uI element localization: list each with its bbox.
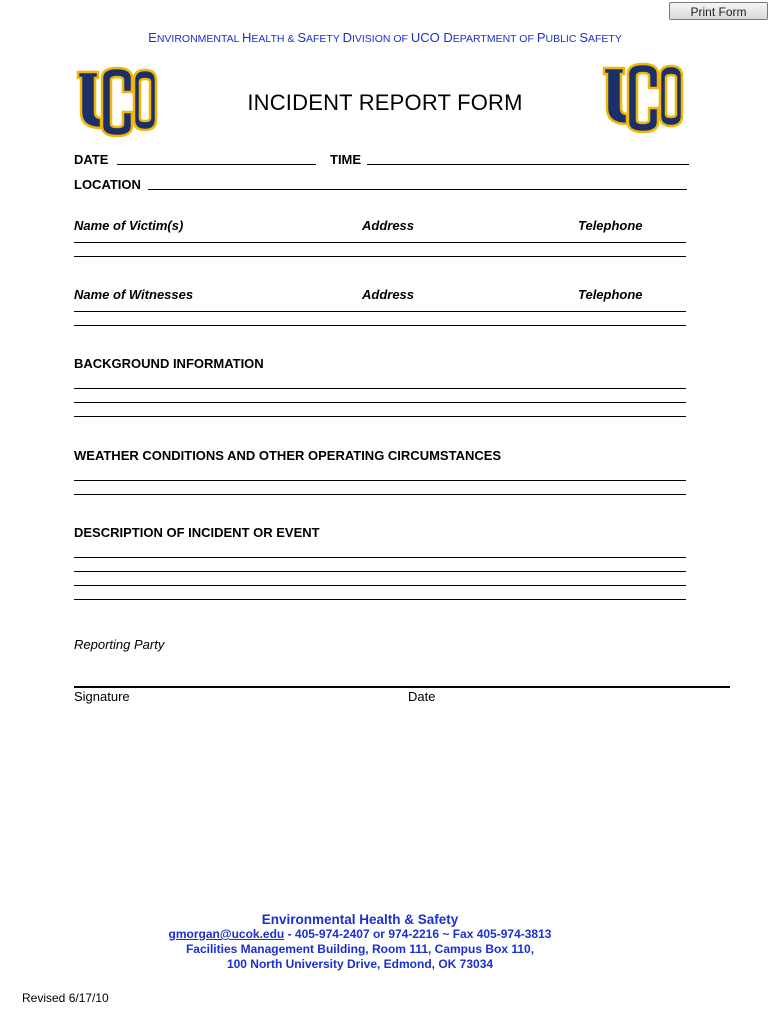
- description-label: DESCRIPTION OF INCIDENT OR EVENT: [74, 525, 320, 540]
- description-line-2[interactable]: [74, 571, 686, 572]
- form-title: INCIDENT REPORT FORM: [247, 90, 523, 115]
- victim-telephone-label: Telephone: [578, 218, 643, 233]
- witness-address-label: Address: [362, 287, 415, 302]
- description-line-4[interactable]: [74, 599, 686, 600]
- signature-field[interactable]: [74, 686, 730, 688]
- footer-address-1: Facilities Management Building, Room 111, Campus Box 110,: [185, 942, 535, 956]
- print-form-button[interactable]: Print Form: [669, 2, 768, 20]
- reporting-party-label: Reporting Party: [74, 637, 165, 652]
- background-line-3[interactable]: [74, 416, 686, 417]
- signature-label: Signature: [74, 689, 130, 704]
- background-line-1[interactable]: [74, 388, 686, 389]
- revised-date: Revised 6/17/10: [22, 991, 109, 1005]
- description-line-3[interactable]: [74, 585, 686, 586]
- date-label: DATE: [74, 152, 109, 167]
- time-field[interactable]: [367, 164, 689, 165]
- weather-line-1[interactable]: [74, 480, 686, 481]
- background-label: BACKGROUND INFORMATION: [74, 356, 264, 371]
- footer-title: Environmental Health & Safety: [261, 912, 459, 927]
- witness-line-1[interactable]: [74, 311, 686, 312]
- witness-telephone-label: Telephone: [578, 287, 643, 302]
- sign-date-label: Date: [408, 689, 436, 704]
- witness-line-2[interactable]: [74, 325, 686, 326]
- location-field[interactable]: [148, 189, 687, 190]
- footer-email-link[interactable]: gmorgan@ucok.edu: [168, 927, 285, 941]
- location-label: LOCATION: [74, 177, 141, 192]
- time-label: TIME: [330, 152, 362, 167]
- description-line-1[interactable]: [74, 557, 686, 558]
- footer-phones: - 405-974-2407 or 974-2216 ~ Fax 405-974-3813: [284, 927, 552, 941]
- victim-address-label: Address: [362, 218, 415, 233]
- footer-address-2: 100 North University Drive, Edmond, OK 73034: [226, 957, 494, 971]
- victim-line-2[interactable]: [74, 256, 686, 257]
- victim-name-label: Name of Victim(s): [74, 218, 184, 233]
- background-line-2[interactable]: [74, 402, 686, 403]
- division-header: ENVIRONMENTAL HEALTH & SAFETY DIVISION OF UCO DEPARTMENT OF PUBLIC SAFETY: [148, 30, 622, 45]
- date-field[interactable]: [117, 164, 316, 165]
- weather-label: WEATHER CONDITIONS AND OTHER OPERATING CIRCUMSTANCES: [74, 448, 502, 463]
- witness-name-label: Name of Witnesses: [74, 287, 194, 302]
- weather-line-2[interactable]: [74, 494, 686, 495]
- victim-line-1[interactable]: [74, 242, 686, 243]
- footer-contact: [0, 912, 720, 972]
